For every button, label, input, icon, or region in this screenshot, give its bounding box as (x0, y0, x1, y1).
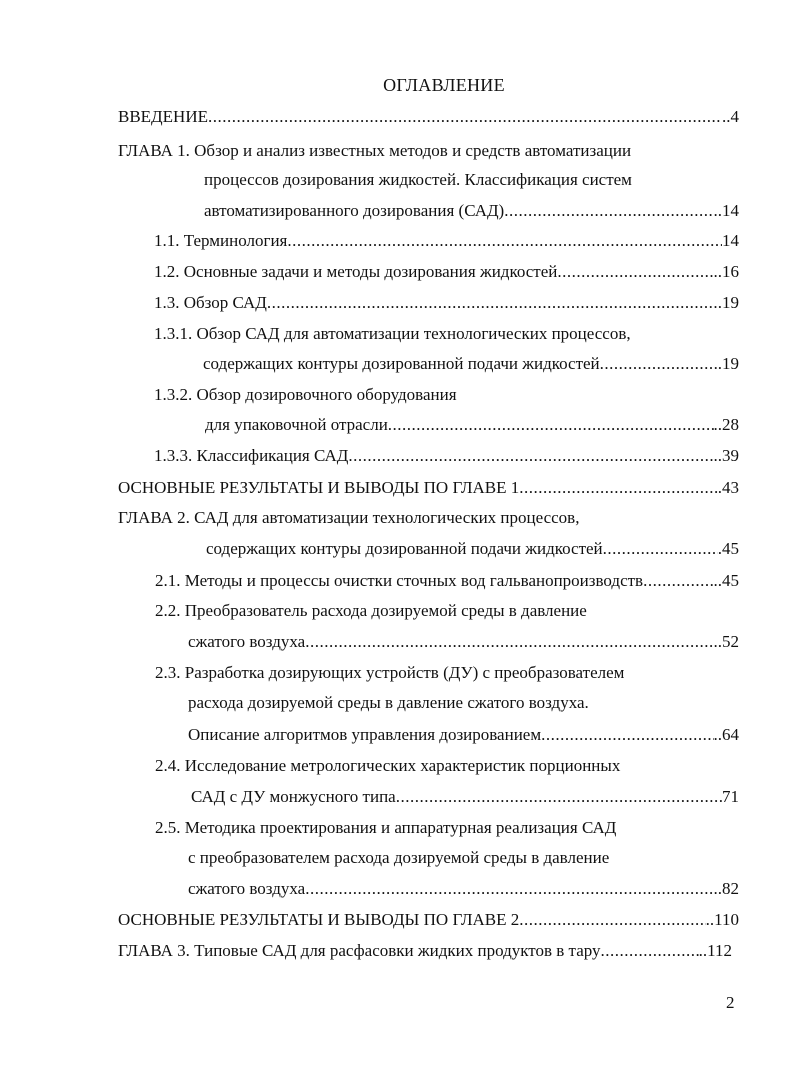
toc-entry-text: ГЛАВА 2. САД для автоматизации технологических процессов, (118, 508, 580, 527)
toc-entry-text: Описание алгоритмов управления дозированием (188, 725, 542, 744)
toc-page-number: 14 (722, 231, 739, 250)
toc-page-number: ..45 (713, 571, 739, 590)
leader-dots (396, 786, 722, 808)
leader-dots (519, 477, 717, 499)
leader-dots (601, 940, 699, 962)
toc-entry-text: 2.5. Методика проектирования и аппаратурная реализация САД (155, 818, 617, 837)
leader-dots (305, 631, 713, 653)
leader-dots (208, 106, 722, 128)
leader-dots (519, 909, 705, 931)
toc-page-number: ..110 (705, 910, 739, 929)
toc-entry-results-chapter-2[interactable] (118, 909, 739, 931)
toc-entry-text: ОСНОВНЫЕ РЕЗУЛЬТАТЫ И ВЫВОДЫ ПО ГЛАВЕ 2 (118, 910, 520, 929)
toc-page-number: 71 (722, 787, 739, 806)
leader-dots (541, 724, 713, 746)
toc-entry-text: 2.4. Исследование метрологических характеристик порционных (155, 756, 621, 775)
toc-entry-text: ОСНОВНЫЕ РЕЗУЛЬТАТЫ И ВЫВОДЫ ПО ГЛАВЕ 1 (118, 478, 520, 497)
toc-entry-1-2[interactable] (154, 261, 739, 283)
toc-entry-chapter-3[interactable] (118, 940, 732, 962)
toc-entry-text: автоматизированного дозирования (САД) (204, 201, 505, 220)
toc-page-number: ..16 (713, 262, 739, 281)
toc-page-number: .43 (717, 478, 739, 497)
toc-entry-2-5-end[interactable] (188, 878, 739, 900)
leader-dots (557, 261, 713, 283)
toc-entry-1-3-3[interactable] (154, 445, 739, 467)
toc-entry-2-3-end[interactable] (188, 724, 739, 746)
toc-page-number: ..64 (713, 725, 739, 744)
leader-dots (388, 414, 714, 436)
toc-entry-2-4-end[interactable] (191, 786, 739, 808)
toc-entry-2-3-cont (188, 692, 589, 714)
toc-entry-text: сжатого воздуха (188, 879, 306, 898)
toc-entry-text: сжатого воздуха (188, 632, 306, 651)
toc-entry-text: САД с ДУ монжусного типа (191, 787, 396, 806)
toc-title: ОГЛАВЛЕНИЕ (383, 75, 505, 95)
toc-entry-chapter-1-cont (204, 169, 632, 191)
toc-entry-text: ГЛАВА 3. Типовые САД для расфасовки жидких продуктов в тару (118, 941, 601, 960)
toc-entry-1-3-1-end[interactable] (203, 353, 739, 375)
toc-entry-text: содержащих контуры дозированной подачи жидкостей (203, 354, 600, 373)
toc-entry-text: 2.2. Преобразователь расхода дозируемой среды в давление (155, 601, 587, 620)
toc-entry-text: 2.3. Разработка дозирующих устройств (ДУ) с преобразователем (155, 663, 625, 682)
toc-entry-2-4[interactable] (155, 755, 620, 777)
toc-entry-text: ГЛАВА 1. Обзор и анализ известных методов и средств автоматизации (118, 141, 632, 160)
leader-dots (287, 230, 722, 252)
toc-entry-1-1[interactable] (154, 230, 739, 252)
toc-entry-chapter-1-end[interactable] (204, 200, 739, 222)
toc-entry-chapter-1[interactable] (118, 140, 631, 162)
leader-dots (267, 292, 718, 314)
toc-page-number: ..14 (713, 201, 739, 220)
toc-entry-text: 1.3.1. Обзор САД для автоматизации технологических процессов, (154, 324, 631, 343)
leader-dots (603, 538, 718, 560)
toc-page-number: ..4 (722, 107, 739, 126)
toc-entry-text: для упаковочной отрасли (205, 415, 388, 434)
leader-dots (305, 878, 713, 900)
toc-entry-1-3-2[interactable] (154, 384, 457, 406)
toc-entry-2-2[interactable] (155, 600, 587, 622)
toc-entry-text: 1.1. Терминология (154, 231, 288, 250)
toc-entry-text: 2.1. Методы и процессы очистки сточных вод гальванопроизводств (155, 571, 644, 590)
toc-page-number: ..28 (713, 415, 739, 434)
toc-entry-2-5[interactable] (155, 817, 616, 839)
leader-dots (504, 200, 713, 222)
toc-page-number: .19 (717, 354, 739, 373)
toc-entry-text: процессов дозирования жидкостей. Классификация систем (204, 170, 632, 189)
toc-page-number: ..82 (713, 879, 739, 898)
toc-entry-2-5-cont (188, 847, 609, 869)
toc-entry-text: 1.3.2. Обзор дозировочного оборудования (154, 385, 457, 404)
toc-entry-chapter-2[interactable] (118, 507, 579, 529)
page-number: 2 (726, 993, 735, 1012)
toc-entry-1-3[interactable] (154, 292, 739, 314)
leader-dots (348, 445, 713, 467)
toc-entry-text: 1.2. Основные задачи и методы дозирования жидкостей (154, 262, 558, 281)
toc-entry-text: 1.3.3. Классификация САД (154, 446, 349, 465)
toc-entry-text: содержащих контуры дозированной подачи жидкостей (206, 539, 603, 558)
toc-entry-text: ВВЕДЕНИЕ (118, 107, 208, 126)
leader-dots (600, 353, 718, 375)
toc-entry-text: с преобразователем расхода дозируемой среды в давление (188, 848, 610, 867)
toc-entry-1-3-2-end[interactable] (205, 414, 739, 436)
toc-page-number: .45 (717, 539, 739, 558)
toc-entry-2-3[interactable] (155, 662, 624, 684)
toc-page-number: .19 (717, 293, 739, 312)
toc-page-number: ..39 (713, 446, 739, 465)
toc-entry-chapter-2-end[interactable] (206, 538, 739, 560)
toc-entry-results-chapter-1[interactable] (118, 477, 739, 499)
toc-entry-text: 1.3. Обзор САД (154, 293, 267, 312)
toc-entry-2-1[interactable] (155, 570, 739, 592)
toc-entry-2-2-end[interactable] (188, 631, 739, 653)
toc-entry-1-3-1[interactable] (154, 323, 631, 345)
leader-dots (643, 570, 713, 592)
toc-page-number: ..52 (713, 632, 739, 651)
toc-entry-text: расхода дозируемой среды в давление сжатого воздуха. (188, 693, 589, 712)
toc-page-number: ..112 (698, 941, 732, 960)
toc-entry-introduction[interactable] (118, 106, 739, 128)
